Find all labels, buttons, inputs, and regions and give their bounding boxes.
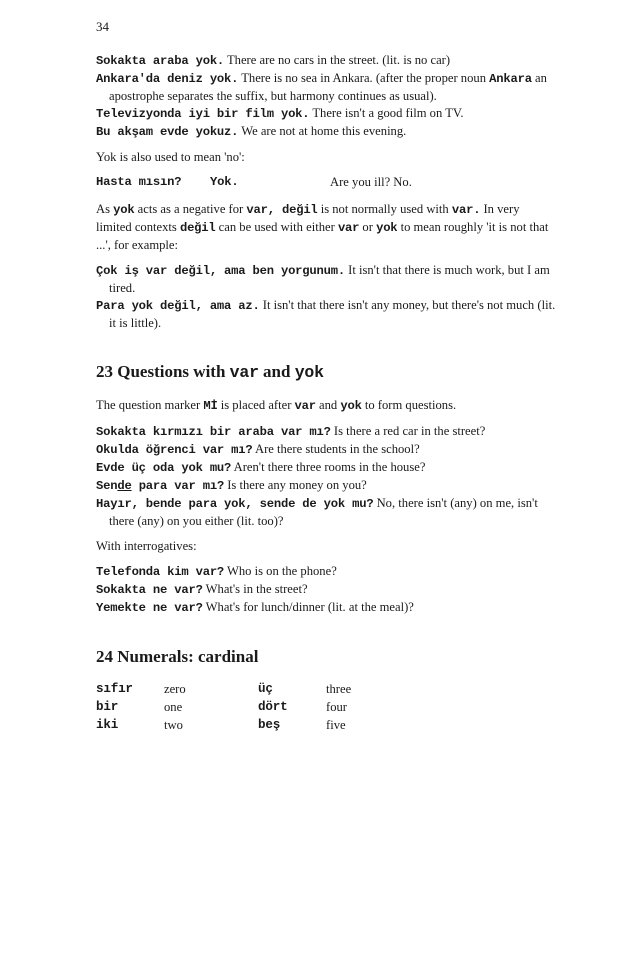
paragraph-bold: Mİ xyxy=(203,399,218,413)
interrogative-example xyxy=(96,581,556,599)
paragraph-text: is not normally used with xyxy=(317,202,452,216)
hasta-question: Hasta mısın? xyxy=(96,175,182,189)
example-turkish: Çok iş var değil, ama ben yorgunum. xyxy=(96,264,345,278)
numeral-english: three xyxy=(326,682,352,696)
paragraph-bold: değil xyxy=(179,221,216,235)
paragraph-bold: var xyxy=(294,399,316,413)
example-english: Is there any money on you? xyxy=(224,478,367,492)
interrogatives-label: With interrogatives: xyxy=(96,539,197,553)
paragraph-text: The question marker xyxy=(96,398,204,412)
example-turkish: Televizyonda iyi bir film yok. xyxy=(96,107,310,121)
var-degil-paragraph xyxy=(96,201,556,254)
example-english: What's for lunch/dinner (lit. at the meal)? xyxy=(202,600,414,614)
section-title-text: and xyxy=(258,362,295,381)
example-turkish: Ankara'da deniz yok. xyxy=(96,72,239,86)
section-number: 24 xyxy=(96,647,113,666)
example-english: No, there isn't (any) on me, isn't there (any) on you either (lit. too)? xyxy=(109,496,538,528)
paragraph-bold: yok xyxy=(340,399,362,413)
example-turkish: Para yok değil, ama az. xyxy=(96,299,260,313)
paragraph-text: can be used with either xyxy=(215,220,338,234)
example-english: What's in the street? xyxy=(202,582,308,596)
numeral-turkish: üç xyxy=(258,682,273,696)
numeral-turkish: bir xyxy=(96,700,119,714)
section-24-heading xyxy=(96,647,556,667)
numeral-turkish: beş xyxy=(258,718,281,732)
paragraph-text: acts as a negative for xyxy=(134,202,247,216)
example-bold-word: Ankara xyxy=(489,72,532,86)
example-para-yok xyxy=(96,297,556,332)
numeral-english: zero xyxy=(164,682,186,696)
paragraph-text: to mean roughly 'it is not that ...', for example: xyxy=(96,220,549,252)
paragraph-text: and xyxy=(315,398,341,412)
paragraph-text: As xyxy=(96,202,114,216)
question-example xyxy=(96,441,556,459)
question-marker-paragraph xyxy=(96,397,556,415)
example-turkish-underlined: de xyxy=(117,479,132,493)
example-turkish: Sen xyxy=(96,479,118,493)
table-row xyxy=(96,681,406,699)
yok-word: Yok xyxy=(96,150,117,164)
section-title-text: Questions with xyxy=(113,362,230,381)
example-english: There isn't a good film on TV. xyxy=(309,106,464,120)
table-row xyxy=(96,699,406,717)
question-example xyxy=(96,495,556,530)
example-cok-is xyxy=(96,262,556,297)
example-english: We are not at home this evening. xyxy=(238,124,407,138)
numeral-english: one xyxy=(164,700,183,714)
example-turkish: Okulda öğrenci var mı? xyxy=(96,443,253,457)
example-turkish: Sokakta kırmızı bir araba var mı? xyxy=(96,425,331,439)
example-turkish: Hayır, bende para yok, sende de yok mu? xyxy=(96,497,374,511)
hasta-english: Are you ill? No. xyxy=(330,175,412,189)
hasta-example xyxy=(96,174,556,191)
interrogative-example xyxy=(96,563,556,581)
example-sokakta-araba xyxy=(96,52,556,70)
section-title-bold: yok xyxy=(294,363,324,382)
yok-no-text: is also used to mean 'no': xyxy=(116,150,245,164)
example-turkish: Telefonda kim var? xyxy=(96,565,225,579)
paragraph-bold: yok xyxy=(376,221,398,235)
example-turkish: Yemekte ne var? xyxy=(96,601,203,615)
section-title-text: Numerals: cardinal xyxy=(113,647,259,666)
example-english: Aren't there three rooms in the house? xyxy=(231,460,426,474)
paragraph-text: to form questions. xyxy=(361,398,457,412)
numeral-english: four xyxy=(326,700,347,714)
example-televizyonda xyxy=(96,105,556,123)
paragraph-bold: var xyxy=(337,221,360,235)
page-number: 34 xyxy=(96,19,109,34)
example-english: There is no sea in Ankara. (after the proper noun xyxy=(238,71,490,85)
question-example xyxy=(96,423,556,441)
paragraph-bold: var. xyxy=(451,203,481,217)
example-turkish: Sokakta araba yok. xyxy=(96,54,225,68)
example-bu-aksam xyxy=(96,123,556,141)
example-ankara xyxy=(96,70,556,105)
paragraph-text: or xyxy=(359,220,377,234)
section-number: 23 xyxy=(96,362,113,381)
example-english: It isn't that there is much work, but I am tired. xyxy=(109,263,550,295)
example-english: Who is on the phone? xyxy=(224,564,337,578)
table-row xyxy=(96,717,406,735)
example-turkish: Evde üç oda yok mu? xyxy=(96,461,232,475)
example-turkish: para var mı? xyxy=(131,479,225,493)
question-example xyxy=(96,459,556,477)
numeral-turkish: iki xyxy=(96,718,119,732)
numeral-english: two xyxy=(164,718,183,732)
numeral-turkish: sıfır xyxy=(96,682,133,696)
interrogative-example xyxy=(96,599,556,617)
section-title-bold: var xyxy=(229,363,259,382)
example-english: Are there students in the school? xyxy=(252,442,420,456)
section-23-heading xyxy=(96,362,556,383)
paragraph-bold: var, değil xyxy=(246,203,318,217)
hasta-answer: Yok. xyxy=(210,175,239,189)
example-english-cont: an apostrophe separates the suffix, but harmony continues as usual). xyxy=(109,71,547,103)
paragraph-bold: yok xyxy=(113,203,135,217)
numeral-turkish: dört xyxy=(258,700,288,714)
book-page xyxy=(96,18,556,735)
yok-no-sentence xyxy=(96,149,556,166)
example-english: There are no cars in the street. (lit. is no car) xyxy=(224,53,451,67)
numeral-english: five xyxy=(326,718,346,732)
example-turkish: Sokakta ne var? xyxy=(96,583,203,597)
paragraph-text: In very limited contexts xyxy=(96,202,520,234)
question-example xyxy=(96,477,556,495)
example-english: It isn't that there isn't any money, but there's not much (lit. it is little). xyxy=(109,298,556,330)
paragraph-text: is placed after xyxy=(217,398,295,412)
numerals-table xyxy=(96,681,406,735)
example-english: Is there a red car in the street? xyxy=(330,424,486,438)
example-turkish: Bu akşam evde yokuz. xyxy=(96,125,239,139)
